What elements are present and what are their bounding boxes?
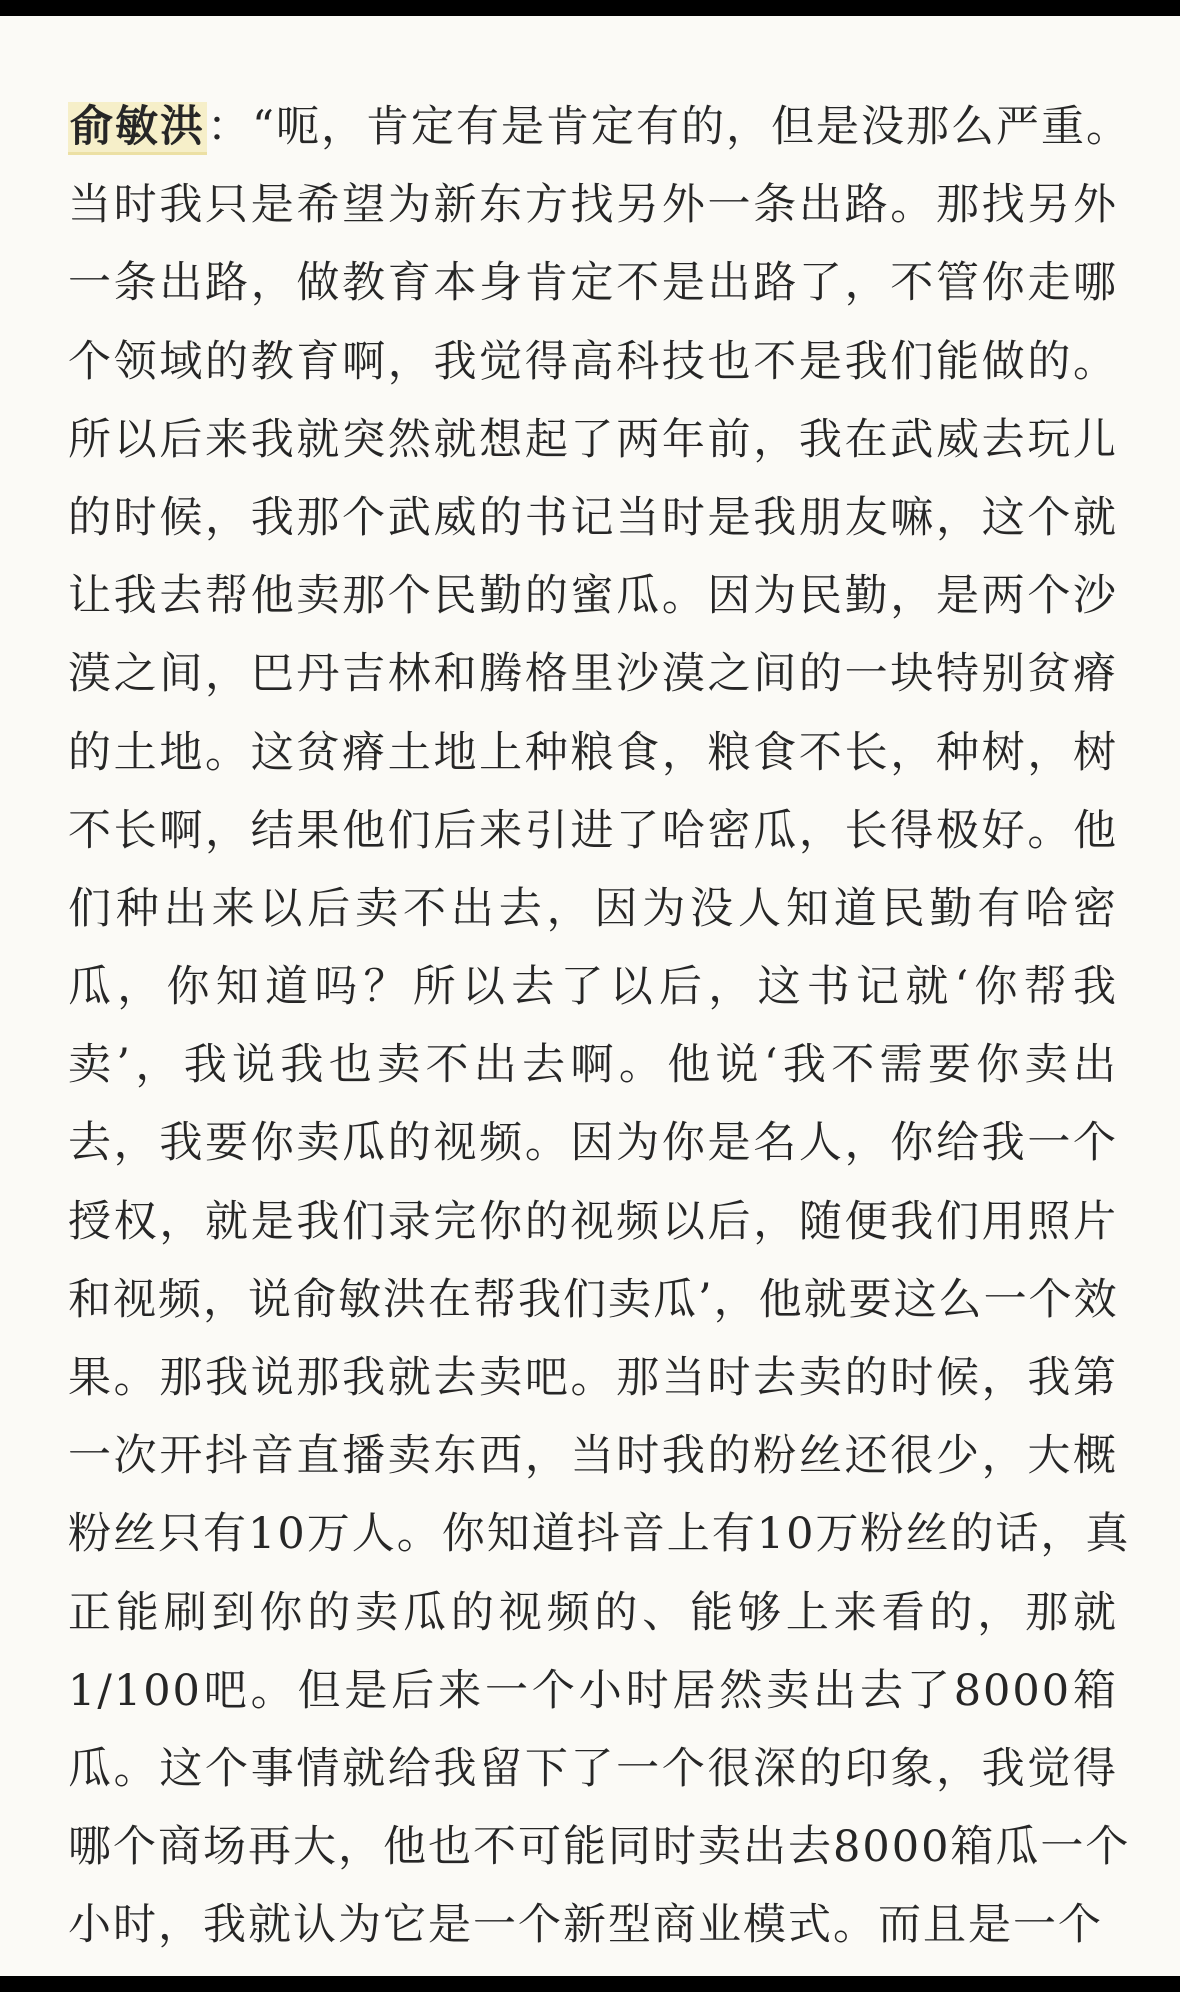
article-line: 正能刷到你的卖瓜的视频的、能够上来看的，那就 <box>68 1587 1118 1638</box>
article-line-text: ：“呃，肯定有是肯定有的，但是没那么严重。 <box>207 102 1131 152</box>
article-line: 1/100吧。但是后来一个小时居然卖出去了8000箱 <box>68 1665 1118 1716</box>
article-line: 一次开抖音直播卖东西，当时我的粉丝还很少，大概 <box>68 1431 1118 1482</box>
article-line: 授权，就是我们录完你的视频以后，随便我们用照片 <box>68 1196 1118 1247</box>
article-line: 不长啊，结果他们后来引进了哈密瓜，长得极好。他 <box>68 805 1118 856</box>
article-line: 瓜，你知道吗？所以去了以后，这书记就‘你帮我 <box>68 962 1118 1013</box>
article-line: 的土地。这贫瘠土地上种粮食，粮食不长，种树，树 <box>68 727 1118 778</box>
article-line: 们种出来以后卖不出去，因为没人知道民勤有哈密 <box>68 883 1118 934</box>
article-line: 的时候，我那个武威的书记当时是我朋友嘛，这个就 <box>68 492 1118 543</box>
top-black-border <box>0 0 1180 16</box>
article-line: 漠之间，巴丹吉林和腾格里沙漠之间的一块特别贫瘠 <box>68 649 1118 700</box>
article-line: 粉丝只有10万人。你知道抖音上有10万粉丝的话，真 <box>68 1509 1131 1560</box>
article-line: 和视频，说俞敏洪在帮我们卖瓜’，他就要这么一个效 <box>68 1274 1119 1325</box>
article-line: 卖’，我说我也卖不出去啊。他说‘我不需要你卖出 <box>68 1040 1118 1091</box>
article-line: 果。那我说那我就去卖吧。那当时去卖的时候，我第 <box>68 1353 1118 1403</box>
article-body <box>68 88 1131 1965</box>
article-line: 所以后来我就突然就想起了两年前，我在武威去玩儿 <box>68 414 1118 465</box>
bottom-black-border <box>0 1976 1180 1992</box>
article-line: 去，我要你卖瓜的视频。因为你是名人，你给我一个 <box>68 1118 1118 1169</box>
speaker-name: 俞敏洪 <box>68 102 207 155</box>
article-line: 瓜。这个事情就给我留下了一个很深的印象，我觉得 <box>68 1743 1118 1794</box>
article-line: 一条出路，做教育本身肯定不是出路了，不管你走哪 <box>68 258 1118 309</box>
article-line: 哪个商场再大，他也不可能同时卖出去8000箱瓜一个 <box>68 1822 1131 1873</box>
article-line: 小时，我就认为它是一个新型商业模式。而且是一个 <box>68 1900 1103 1951</box>
page <box>0 16 1180 1976</box>
article-line: 当时我只是希望为新东方找另外一条出路。那找另外 <box>68 180 1118 231</box>
article-line: 让我去帮他卖那个民勤的蜜瓜。因为民勤，是两个沙 <box>68 571 1118 622</box>
article-line: 个领域的教育啊，我觉得高科技也不是我们能做的。 <box>68 336 1118 387</box>
article-line <box>68 88 1131 166</box>
